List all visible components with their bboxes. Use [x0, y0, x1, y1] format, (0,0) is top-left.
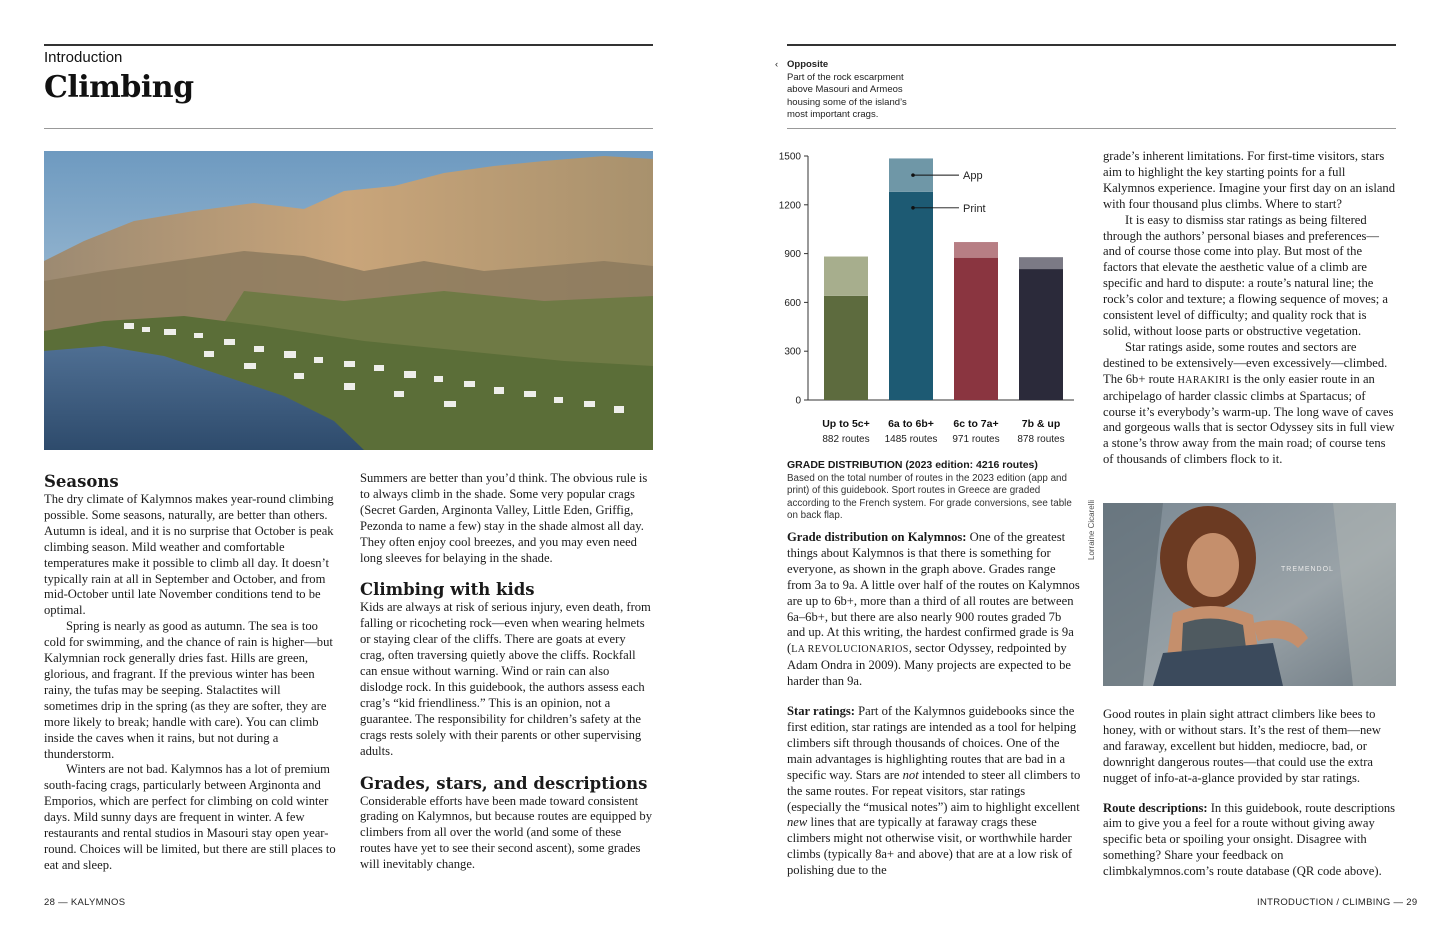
y-tick-label: 1200 — [778, 200, 801, 212]
wall-inscription: TREMENDOL — [1281, 566, 1334, 573]
category-sublabel: 878 routes — [1017, 434, 1065, 445]
y-tick-label: 900 — [784, 249, 801, 261]
star-aside-text-b: is the only easier route in an archipelago of harder classic climbs at Spartacus; of course it’s everybody’s warm-up. The long wave of caves and gorgeous walls that is sector Odyssey sits in full view a stone’s throw away from the main road; of course tens of thousands of climbers flock to it. — [1103, 371, 1395, 467]
grades-paragraph: Considerable efforts have been made toward consistent grading on Kalymnos, but because routes are equipped by climbers from all over the world (and some of these routes have yet to see their second ascent), some grades will inevitably change. — [360, 793, 653, 872]
bar-app — [824, 257, 868, 296]
heading-grades-stars-descriptions: Grades, stars, and descriptions — [360, 773, 648, 793]
dismiss-star-ratings-paragraph: It is easy to dismiss star ratings as being filtered through the authors’ personal biases and preferences—and of course those come into play. But most of the factors that elevate the aesthetic value of a climb are specific and hard to dispute: a route’s natural line; the rock’s color and texture; a flowing sequence of moves; a consistent level of difficulty; and quality rock that is solid, without loose parts or obstructive vegetation. — [1103, 212, 1389, 338]
star-aside-text-a: Star ratings aside, some routes and sectors are destined to be extensively—even excessively—climbed. The 6b+ route — [1103, 339, 1388, 386]
grade-distribution-text: One of the greatest things about Kalymnos is that there is something for everyone, as shown in the graph above. Grades range from 3a to 9a. A little over half of the routes on Kalymnos are up to 6b+, more than a third of all routes are between 6a–6b+, but there are also nearly 900 routes graded 7b and up. At this writing, the hardest confirmed grade is 9a ( — [787, 530, 1080, 656]
grade-distribution-paragraph — [787, 530, 1081, 690]
category-sublabel: 971 routes — [952, 434, 1000, 445]
top-rule-right — [787, 44, 1396, 46]
column-4 — [1103, 149, 1397, 468]
star-ratings-text-a: Part of the Kalymnos guidebooks since the first edition, star ratings are intended as a tool for helping climbers sift through thousands of choices. One of the main advantages is highlighting routes that are bad in a specific way. Stars are — [787, 704, 1077, 782]
star-ratings-text-c: lines that are typically at faraway crags these climbers might not otherwise visit, or worthwhile harder climbs (typically 8a+ and above) that are at a low risk of polishing due to the — [787, 815, 1073, 878]
seasons-paragraph-3: Winters are not bad. Kalymnos has a lot of premium south-facing crags, particularly between Arginonta and Emporios, which are perfect for climbing on cold winter days. Mild sunny days are frequent in winter. A few restaurants and rental studios in Masouri stay open year-round. Choices will be limited, but there are still places to eat and sleep. — [44, 762, 336, 872]
bar-print — [889, 192, 933, 400]
emphasis-not: not — [902, 767, 919, 782]
star-ratings-paragraph — [787, 704, 1081, 879]
column-3 — [787, 530, 1081, 879]
section-kicker: Introduction — [44, 49, 123, 66]
column-2 — [360, 471, 653, 873]
route-descriptions-lead: Route descriptions: — [1103, 800, 1208, 815]
category-label: Up to 5c+ — [822, 418, 870, 430]
bar-app — [954, 242, 998, 258]
route-descriptions-text: In this guidebook, route descriptions aim to give you a feel for a route without giving away specific beta or spoiling your onsight. Disagree with something? Share your feedback on climbkalymnos.com’s route database (QR code above). — [1103, 800, 1396, 879]
route-name-harakiri: HARAKIRI — [1177, 374, 1230, 386]
photo-caption — [775, 59, 927, 122]
seasons-paragraph-2: Spring is nearly as good as autumn. The sea is too cold for swimming, and the chance of rain is higher—but Kalymnian rock generally dries fast. Hills are green, glorious, and fragrant. If the previous winter has been rainy, the tufas may be seeping. Stalactites will sometimes drip in the spring (as they are softer, they are more likely to break; handle with care). You can climb inside the caves when it rains, but not during a thunderstorm. — [44, 619, 333, 761]
title-rule-left — [44, 128, 653, 129]
heading-seasons: Seasons — [44, 472, 119, 491]
legend-app-label: App — [963, 170, 983, 183]
y-tick-label: 0 — [795, 395, 801, 407]
category-sublabel: 882 routes — [822, 434, 870, 445]
bar-print — [824, 296, 868, 400]
caption-text: Part of the rock escarpment above Masouri and Armeos housing some of the island’s most important crags. — [787, 71, 907, 120]
folio-left: 28 — KALYMNOS — [44, 897, 126, 908]
y-tick-label: 600 — [784, 297, 801, 309]
stars-continued-paragraph: grade’s inherent limitations. For first-time visitors, stars aim to highlight the key starting points for a full Kalymnos experience. Imagine your first day on an island with four thousand plus climbs. Where to start? — [1103, 149, 1396, 211]
climber-portrait-photo — [1103, 503, 1396, 686]
star-ratings-lead: Star ratings: — [787, 704, 855, 719]
caption-arrow-icon: ‹ — [775, 59, 779, 70]
heading-climbing-with-kids: Climbing with kids — [360, 580, 535, 600]
page-title: Climbing — [44, 70, 194, 105]
category-sublabel: 1485 routes — [884, 434, 938, 445]
star-ratings-aside-paragraph — [1103, 340, 1397, 468]
route-name-la-revolucionarios: LA REVOLUCIONARIOS — [791, 644, 909, 656]
grade-distribution-text-end: , sector Odyssey, redpointed by Adam Ondra in 2009). Many projects are expected to be harder than 9a. — [787, 641, 1071, 689]
folio-right: INTRODUCTION / CLIMBING — 29 — [1257, 897, 1418, 908]
emphasis-new: new — [787, 815, 808, 830]
grade-distribution-chart — [778, 148, 1078, 453]
grade-distribution-lead: Grade distribution on Kalymnos: — [787, 530, 967, 544]
title-rule-right — [787, 128, 1396, 129]
seasons-paragraph-1: The dry climate of Kalymnos makes year-round climbing possible. Some seasons, naturally, are better than others. Autumn is ideal, and it is no surprise that October is peak climbing season. Mild weather and comfortable temperatures make it possible to climb all day. It doesn’t typically rain at all in September and October, and from mid-October until late November conditions tend to be optimal. — [44, 492, 334, 618]
kalymnos-landscape-photo — [44, 151, 653, 450]
star-ratings-text-b: intended to steer all climbers to the same routes. For repeat visitors, star ratings (especially the “musical notes”) aim to highlight excellent — [787, 767, 1081, 814]
category-label: 6c to 7a+ — [953, 418, 999, 430]
bar-print — [1019, 269, 1063, 400]
category-label: 6a to 6b+ — [888, 418, 934, 430]
route-descriptions-paragraph — [1103, 801, 1397, 881]
bar-print — [954, 258, 998, 400]
bar-app — [1019, 257, 1063, 269]
summers-paragraph: Summers are better than you’d think. The obvious rule is to always climb in the shade. Some very popular crags (Secret Garden, Arginonta Valley, Little Eden, Griffig, Pezonda to name a few) stay in the shade almost all day. They often enjoy cool breezes, and you may even need long sleeves for belaying in the shade. — [360, 471, 648, 565]
y-tick-label: 300 — [784, 346, 801, 358]
good-routes-paragraph: Good routes in plain sight attract climbers like bees to honey, with or without stars. It’s the rest of them—new and faraway, excellent but hidden, mediocre, bad, or downright dangerous routes—that could use the extra nugget of info-at-a-glance provided by star ratings. — [1103, 707, 1381, 785]
top-rule-left — [44, 44, 653, 46]
column-1 — [44, 472, 337, 874]
kids-paragraph: Kids are always at risk of serious injury, even death, from falling or ricocheting rock—even when wearing helmets or staying clear of the cliffs. There are goats at every crag, often traversing quietly above the cliffs. Rockfall can ensue without warning. Wind or rain can also dislodge rock. In this guidebook, the authors assess each crag’s “kid friendliness.” This is an opinion, not a guarantee. The responsibility for children’s safety at the crags rests solely with their parents or other supervising adults. — [360, 600, 651, 758]
y-tick-label: 1500 — [778, 151, 801, 163]
caption-label: Opposite — [787, 59, 829, 70]
legend-print-label: Print — [963, 202, 986, 215]
chart-title: GRADE DISTRIBUTION (2023 edition: 4216 routes) — [787, 459, 1038, 471]
photo-credit: Lorraine Cicarelli — [1087, 499, 1096, 560]
column-4-lower — [1103, 707, 1397, 880]
chart-note: Based on the total number of routes in the 2023 edition (app and print) of this guidebook. Sport routes in Greece are graded according to the French system. For grade conversions, see table on back flap. — [787, 473, 1072, 522]
category-label: 7b & up — [1021, 418, 1061, 430]
